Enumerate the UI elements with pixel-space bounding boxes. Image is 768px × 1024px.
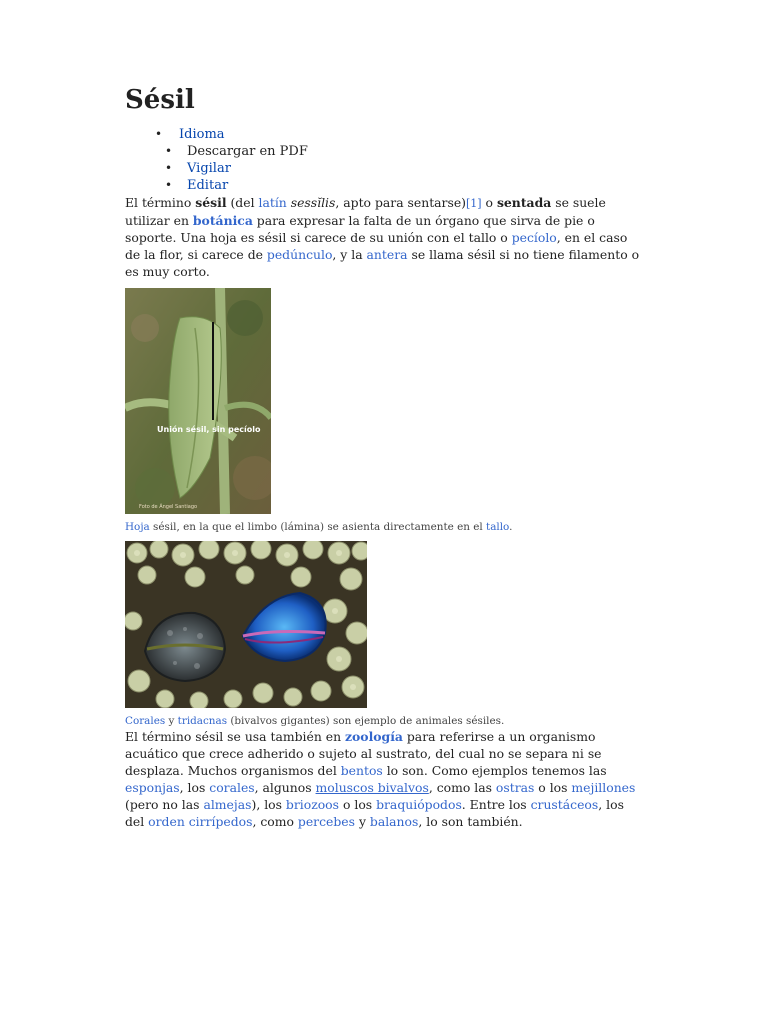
zoology-paragraph <box>125 728 645 830</box>
link-moluscos-bivalvos[interactable]: moluscos bivalvos <box>315 780 429 795</box>
text: El término <box>125 195 196 210</box>
text: y <box>165 715 178 727</box>
figure-caption-2 <box>125 714 645 728</box>
link-braquiopodos[interactable]: braquiópodos <box>376 797 462 812</box>
link-antera[interactable]: antera <box>366 247 408 262</box>
link-ostras[interactable]: ostras <box>495 780 535 795</box>
link-botanica[interactable]: botánica <box>192 213 253 228</box>
term-sesil: sésil <box>195 195 227 210</box>
link-peciolo[interactable]: pecíolo <box>511 230 557 245</box>
term-sentada: sentada <box>496 195 552 210</box>
figure-caption-1 <box>125 520 645 534</box>
link-corales-caption[interactable]: Corales <box>125 715 166 727</box>
text: . <box>500 715 505 727</box>
intro-paragraph <box>125 194 645 280</box>
watch-link[interactable]: Vigilar <box>187 161 231 176</box>
text: , los <box>179 780 210 795</box>
text: , y la <box>332 247 367 262</box>
link-tallo[interactable]: tallo <box>486 521 510 533</box>
link-corales[interactable]: corales <box>209 780 255 795</box>
language-link[interactable]: Idioma <box>179 127 225 142</box>
text: (bivalvos gigantes) son ejemplo de animales <box>227 715 466 727</box>
reference-link-1[interactable]: [1] <box>466 197 482 210</box>
text: , en el caso de la flor, si carece de <box>125 230 628 262</box>
text: ), los <box>251 797 286 812</box>
link-briozoos[interactable]: briozoos <box>285 797 340 812</box>
article-actions-menu <box>125 126 645 194</box>
text: o los <box>534 780 572 795</box>
text: para referirse a un organismo acuático que crece adherido o sujeto al sustrato, del cual no se separa ni se desplaza. Muchos organismos del <box>125 729 602 778</box>
text: , los del <box>125 797 624 829</box>
link-orden-cirripedos[interactable]: orden cirrípedos <box>148 814 253 829</box>
link-bentos[interactable]: bentos <box>340 763 383 778</box>
menu-item-vigilar[interactable] <box>125 160 645 177</box>
figure-sessile-leaf <box>125 288 645 534</box>
link-percebes[interactable]: percebes <box>297 814 355 829</box>
text: sésiles <box>466 715 501 727</box>
link-mejillones[interactable]: mejillones <box>571 780 636 795</box>
text: y <box>355 814 370 829</box>
link-tridacnas[interactable]: tridacnas <box>177 715 228 727</box>
text: , como <box>252 814 298 829</box>
text: lo son. Como ejemplos tenemos las <box>382 763 607 778</box>
menu-item-editar[interactable] <box>125 177 645 194</box>
text: , lo son también. <box>418 814 523 829</box>
link-esponjas[interactable]: esponjas <box>125 780 180 795</box>
sessile-leaf-photo[interactable] <box>125 288 271 514</box>
menu-item-idioma[interactable] <box>125 126 645 143</box>
edit-link[interactable]: Editar <box>187 178 229 193</box>
link-hoja[interactable]: Hoja <box>125 521 150 533</box>
menu-item-pdf[interactable] <box>125 143 645 160</box>
text: sésil, en la que el limbo (lámina) se asienta directamente en el <box>149 521 487 533</box>
text: se suele utilizar en <box>125 195 606 228</box>
link-zoologia[interactable]: zoología <box>345 729 403 744</box>
download-pdf-link[interactable]: Descargar en PDF <box>187 144 308 159</box>
text: se llama sésil si no tiene filamento o es muy corto. <box>125 247 640 279</box>
text: o <box>481 195 497 210</box>
link-latin[interactable]: latín <box>258 195 287 210</box>
photo-overlay-label: Unión sésil, sin pecíolo <box>157 425 261 434</box>
text: , como las <box>428 780 496 795</box>
text: , apto para sentarse) <box>335 195 467 210</box>
figure-corals-clams <box>125 541 645 728</box>
latin-word: sessĭlis <box>290 195 336 210</box>
text: . Entre los <box>461 797 531 812</box>
text: (pero no las <box>125 797 204 812</box>
photo-credit: Foto de Ángel Santiago <box>139 504 198 510</box>
page-title: Sésil <box>125 85 195 115</box>
corals-clams-photo[interactable] <box>125 541 367 708</box>
text: . <box>509 521 513 533</box>
text: para expresar la falta de un órgano que sirva de pie o soporte. Una hoja es sésil si carece de su unión con el tallo o <box>125 213 595 245</box>
link-crustaceos[interactable]: crustáceos <box>530 797 599 812</box>
link-almejas[interactable]: almejas <box>203 797 252 812</box>
link-pedunculo[interactable]: pedúnculo <box>266 247 333 262</box>
text: El término sésil se usa también en <box>125 729 345 744</box>
link-balanos[interactable]: balanos <box>369 814 419 829</box>
text: (del <box>226 195 259 210</box>
article <box>125 84 645 830</box>
text: o los <box>339 797 377 812</box>
text: , algunos <box>254 780 316 795</box>
